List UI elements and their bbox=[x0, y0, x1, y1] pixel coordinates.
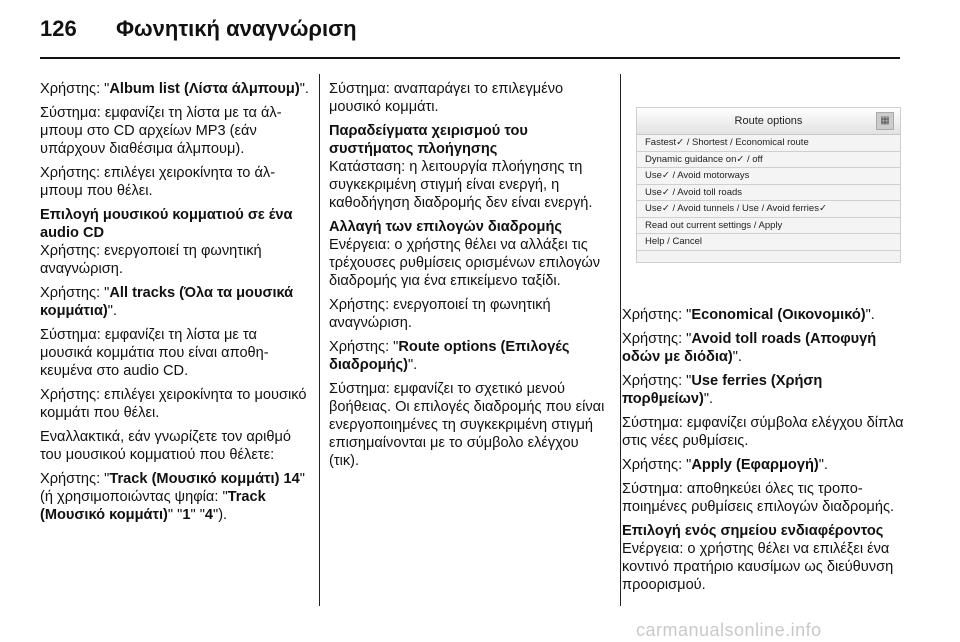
column-left bbox=[40, 80, 310, 530]
paragraph: Σύστημα: εμφανίζει τη λίστα με τα άλμπουμ στο CD αρχείων MP3 (εάν υπάρχουν διαθέσιμα άλμπουμ). bbox=[40, 105, 282, 157]
voice-command: Economical (Οικονομικό) bbox=[691, 307, 866, 323]
watermark: carmanualsonline.info bbox=[636, 620, 822, 640]
paragraph bbox=[622, 330, 904, 366]
paragraph bbox=[40, 284, 310, 320]
paragraph bbox=[40, 470, 310, 524]
voice-command: 4 bbox=[204, 507, 214, 523]
text: Χρήστης: " bbox=[329, 339, 399, 355]
paragraph: Κατάσταση: η λειτουργία πλοήγησης τη συγκεκριμένη στιγμή είναι ενεργή, η καθοδήγηση διαδρομής δεν είναι ενεργή. bbox=[329, 159, 593, 211]
text: ". bbox=[732, 349, 742, 365]
text: " (ή χρησιμοποιώντας ψηφία: " bbox=[40, 471, 305, 505]
paragraph: Χρήστης: επιλέγει χειροκίνητα το μουσικό κομμάτι που θέλει. bbox=[40, 387, 307, 421]
menu-item: Help / Cancel bbox=[637, 234, 900, 251]
voice-command: Route options (Επιλογές διαδρομής) bbox=[329, 339, 570, 373]
route-options-screenshot bbox=[636, 107, 901, 263]
text: ". bbox=[865, 307, 875, 323]
voice-command: Track (Μουσικό κομμάτι) bbox=[40, 489, 266, 523]
voice-command: 1 bbox=[182, 507, 191, 523]
voice-command: All tracks (Όλα τα μουσικά κομμάτια) bbox=[40, 285, 294, 319]
menu-item: Read out current settings / Apply bbox=[637, 218, 900, 235]
text: Χρήστης: " bbox=[622, 307, 692, 323]
paragraph: Ενέργεια: ο χρήστης θέλει να αλλάξει τις τρέχουσες ρυθμίσεις ορισμένων επιλογών διαδρομής για ένα επικείμενο ταξίδι. bbox=[329, 237, 601, 289]
text: Χρήστης: " bbox=[622, 331, 692, 347]
screen-title bbox=[637, 108, 900, 135]
text: ". bbox=[703, 391, 714, 407]
text: " " bbox=[190, 507, 205, 523]
paragraph: Σύστημα: εμφανίζει τη λίστα με τα μουσικά κομμάτια που είναι αποθηκευμένα στο audio CD. bbox=[40, 327, 269, 379]
page-title: Φωνητική αναγνώριση bbox=[116, 16, 357, 41]
column-middle bbox=[329, 80, 609, 476]
paragraph bbox=[622, 306, 904, 324]
text: Χρήστης: " bbox=[40, 81, 110, 97]
screen-title-text: Route options bbox=[734, 115, 803, 127]
info-icon: ▦ bbox=[876, 112, 894, 130]
menu-item: Use✓ / Avoid tunnels / Use / Avoid ferries✓ bbox=[637, 201, 900, 218]
paragraph bbox=[329, 338, 609, 374]
voice-command: Use ferries (Χρήση πορθμείων) bbox=[622, 373, 823, 407]
text: ". bbox=[818, 457, 828, 473]
header-rule bbox=[40, 57, 900, 59]
page-header bbox=[0, 0, 960, 60]
section-heading: Παραδείγματα χειρισμού του συστήματος πλοήγησης bbox=[329, 123, 528, 157]
menu-item: Use✓ / Avoid motorways bbox=[637, 168, 900, 185]
page-number: 126 bbox=[40, 16, 77, 41]
paragraph: Σύστημα: εμφανίζει σύμβολα ελέγχου δίπλα στις νέες ρυθμίσεις. bbox=[622, 415, 904, 449]
section-heading: Αλλαγή των επιλογών διαδρομής bbox=[329, 219, 562, 235]
text: Χρήστης: " bbox=[40, 471, 110, 487]
paragraph bbox=[622, 456, 904, 474]
paragraph bbox=[622, 372, 904, 408]
voice-command: Apply (Εφαρμογή) bbox=[691, 457, 819, 473]
voice-command: Track (Μουσικό κομμάτι) 14 bbox=[109, 471, 300, 487]
paragraph: Σύστημα: εμφανίζει το σχετικό μενού βοήθειας. Οι επιλογές διαδρομής που είναι ενεργοποιημένες τη συγκεκριμένη στιγμή επισημαίνονται με το σύμβολο ελέγχου (τικ). bbox=[329, 381, 605, 469]
text: " " bbox=[167, 507, 183, 523]
paragraph: Εναλλακτικά, εάν γνωρίζετε τον αριθμό του μουσικού κομματιού που θέλετε: bbox=[40, 429, 291, 463]
text: ". bbox=[407, 357, 418, 373]
paragraph: Ενέργεια: ο χρήστης θέλει να επιλέξει ένα κοντινό πρατήριο καυσίμων ως διεύθυνση προορισμού. bbox=[622, 541, 894, 593]
paragraph: Χρήστης: ενεργοποιεί τη φωνητική αναγνώριση. bbox=[329, 297, 551, 331]
paragraph: Σύστημα: αναπαράγει το επιλεγμένο μουσικό κομμάτι. bbox=[329, 81, 564, 115]
section-heading: Επιλογή ενός σημείου ενδιαφέροντος bbox=[622, 523, 884, 539]
paragraph bbox=[40, 80, 310, 98]
text: Χρήστης: " bbox=[622, 373, 692, 389]
voice-command: Avoid toll roads (Αποφυγή οδών με διόδια) bbox=[622, 331, 877, 365]
text: "). bbox=[213, 507, 228, 523]
menu-item: Dynamic guidance on✓ / off bbox=[637, 152, 900, 169]
column-divider bbox=[620, 74, 621, 606]
paragraph: Χρήστης: επιλέγει χειροκίνητα το άλμπουμ που θέλει. bbox=[40, 165, 276, 199]
column-right bbox=[622, 306, 904, 600]
text: ". bbox=[107, 303, 118, 319]
menu-item: Use✓ / Avoid toll roads bbox=[637, 185, 900, 202]
paragraph: Σύστημα: αποθηκεύει όλες τις τροποποιημένες ρυθμίσεις επιλογών διαδρομής. bbox=[622, 481, 895, 515]
text: Χρήστης: " bbox=[622, 457, 692, 473]
text: ". bbox=[299, 81, 309, 97]
paragraph: Χρήστης: ενεργοποιεί τη φωνητική αναγνώριση. bbox=[40, 243, 262, 277]
section-heading: Επιλογή μουσικού κομματιού σε ένα audio CD bbox=[40, 207, 293, 241]
voice-command: Album list (Λίστα άλμπουμ) bbox=[109, 81, 300, 97]
menu-item: Fastest✓ / Shortest / Economical route bbox=[637, 135, 900, 152]
text: Χρήστης: " bbox=[40, 285, 110, 301]
column-divider bbox=[319, 74, 320, 606]
